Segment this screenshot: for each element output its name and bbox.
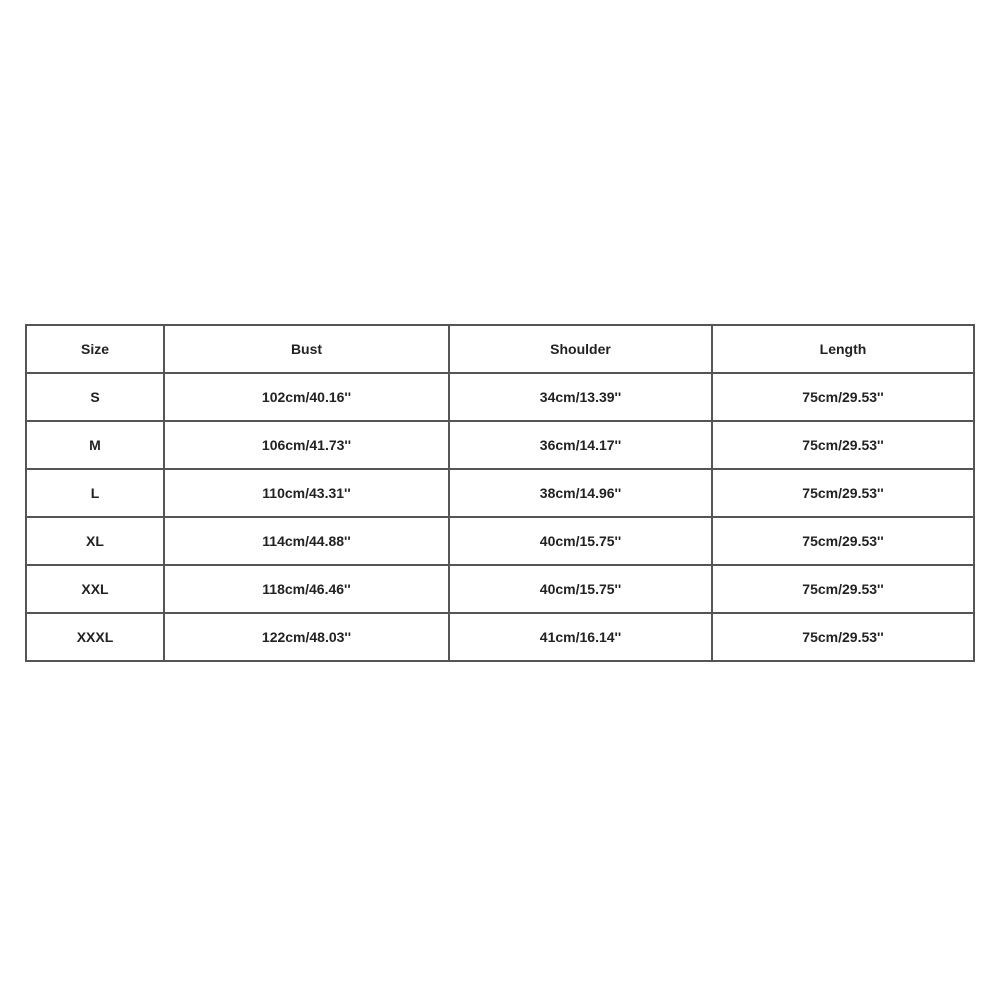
cell-bust: 110cm/43.31'': [164, 469, 449, 517]
table-row: [26, 421, 974, 469]
cell-bust: 102cm/40.16'': [164, 373, 449, 421]
cell-bust: 122cm/48.03'': [164, 613, 449, 661]
cell-length: 75cm/29.53'': [712, 421, 974, 469]
table-row: [26, 373, 974, 421]
cell-bust: 118cm/46.46'': [164, 565, 449, 613]
size-chart-table: [25, 324, 975, 662]
table-row: [26, 565, 974, 613]
table-row: [26, 469, 974, 517]
cell-shoulder: 40cm/15.75'': [449, 517, 712, 565]
table-row: [26, 613, 974, 661]
cell-shoulder: 40cm/15.75'': [449, 565, 712, 613]
cell-shoulder: 34cm/13.39'': [449, 373, 712, 421]
cell-size: L: [26, 469, 164, 517]
cell-shoulder: 38cm/14.96'': [449, 469, 712, 517]
cell-shoulder: 41cm/16.14'': [449, 613, 712, 661]
cell-length: 75cm/29.53'': [712, 517, 974, 565]
cell-length: 75cm/29.53'': [712, 469, 974, 517]
cell-length: 75cm/29.53'': [712, 373, 974, 421]
header-length: Length: [712, 325, 974, 373]
cell-size: S: [26, 373, 164, 421]
cell-size: XL: [26, 517, 164, 565]
header-bust: Bust: [164, 325, 449, 373]
cell-bust: 106cm/41.73'': [164, 421, 449, 469]
table-row: [26, 517, 974, 565]
header-shoulder: Shoulder: [449, 325, 712, 373]
cell-size: XXXL: [26, 613, 164, 661]
cell-length: 75cm/29.53'': [712, 565, 974, 613]
cell-length: 75cm/29.53'': [712, 613, 974, 661]
cell-size: M: [26, 421, 164, 469]
cell-size: XXL: [26, 565, 164, 613]
table-header-row: [26, 325, 974, 373]
header-size: Size: [26, 325, 164, 373]
cell-shoulder: 36cm/14.17'': [449, 421, 712, 469]
cell-bust: 114cm/44.88'': [164, 517, 449, 565]
